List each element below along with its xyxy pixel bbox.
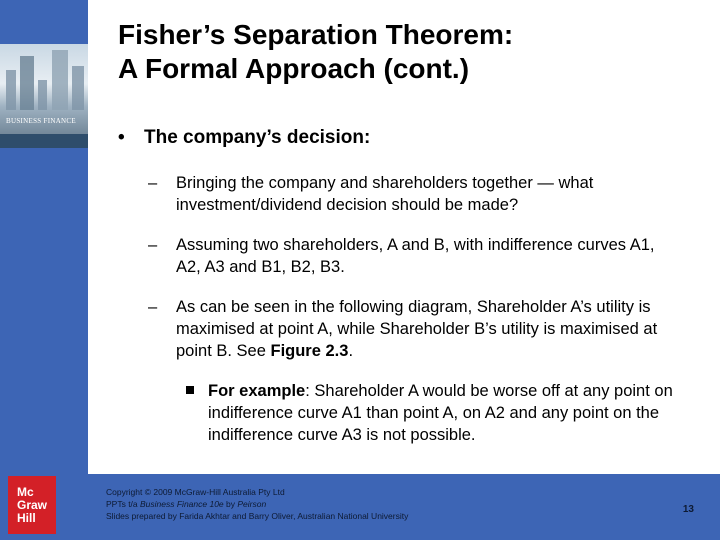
dash-bullet-2-text: Assuming two shareholders, A and B, with indifference curves A1, A2, A3 and B1, B2, B3.: [176, 236, 655, 276]
dash-bullet-3-text-main: As can be seen in the following diagram, Shareholder A’s utility is maximised at point A, while Shareholder B’s utility is maximised at point B. See: [176, 298, 658, 360]
building-shape: [52, 50, 68, 110]
figure-reference: Figure 2.3: [270, 342, 349, 360]
ppts-prefix: PPTs t/a: [106, 499, 141, 509]
slide-title: [118, 18, 513, 86]
bullet-dot-icon: •: [118, 127, 125, 148]
building-shape: [38, 80, 47, 110]
logo-line-3: Hill: [16, 510, 36, 525]
dash-icon: –: [148, 174, 158, 192]
main-bullet: [118, 127, 370, 149]
dash-bullet-1: [148, 172, 676, 216]
book-cover-title: BUSINESS FINANCE: [6, 117, 76, 125]
book-cover-image: [0, 44, 88, 148]
slide-title-line-2: A Formal Approach (cont.): [118, 53, 470, 84]
logo-wordmark: [17, 486, 47, 525]
ppts-credit: [106, 498, 408, 510]
square-bullet: [186, 380, 698, 446]
ppts-by: by: [223, 499, 238, 509]
footer-bar: [88, 474, 720, 540]
example-label: For example: [208, 382, 306, 400]
book-name: Business Finance 10e: [140, 499, 224, 509]
main-bullet-text: The company’s decision:: [144, 127, 371, 148]
page-number: 13: [682, 504, 694, 515]
dash-bullet-3: [148, 296, 676, 362]
footer-credits: [106, 486, 408, 522]
dash-icon: –: [148, 236, 158, 254]
building-shape: [20, 56, 34, 110]
dash-bullet-3-text-end: .: [348, 342, 354, 360]
square-bullet-icon: [186, 386, 194, 394]
copyright-text: Copyright © 2009 McGraw-Hill Australia Pty Ltd: [106, 487, 285, 497]
square-bullet-text: [208, 380, 698, 446]
example-text: : Shareholder A would be worse off at any point on indifference curve A1 than point A, on A2 and any point on the indifference curve A3 is not possible.: [208, 382, 673, 444]
dash-bullet-1-text: Bringing the company and shareholders together — what investment/dividend decision should be made?: [176, 174, 594, 214]
dash-bullet-2: [148, 234, 676, 278]
mcgraw-hill-logo: [8, 476, 56, 534]
prepared-by-text: Slides prepared by Farida Akhtar and Barry Oliver, Australian National University: [106, 511, 409, 521]
author-name: Peirson: [237, 499, 267, 509]
left-sidebar: [0, 0, 88, 540]
building-shape: [72, 66, 84, 110]
logo-line-2: Graw: [16, 497, 47, 512]
book-cover-stripe: [0, 134, 88, 148]
building-shape: [6, 70, 16, 110]
slide-title-line-1: Fisher’s Separation Theorem:: [118, 19, 514, 50]
logo-line-1: Mc: [16, 484, 34, 499]
dash-icon: –: [148, 298, 158, 316]
dash-bullet-3-text: [176, 296, 676, 362]
